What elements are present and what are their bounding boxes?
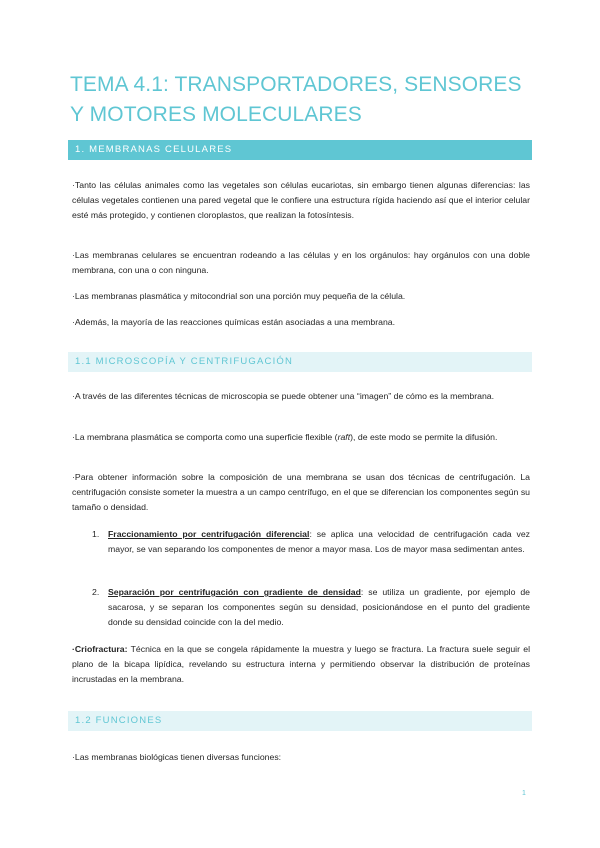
criofractura-text: Técnica en la que se congela rápidamente la muestra y luego se fractura. La fractura suele seguir el plano de la bicapa lipídica, revelando su estructura interna y permitiendo observar la distribución de proteínas incrustadas en la membrana.	[72, 644, 530, 684]
list-number: 2.	[92, 587, 100, 597]
paragraph-eucariotas: ·Tanto las células animales como las vegetales son células eucariotas, sin embargo tienen algunas diferencias: las células vegetales contienen una pared vegetal que le confiere una estructura rígida haciendo así que el interior celular esté más protegido, y contienen cloroplastos, que realizan la fotosíntesis.	[72, 180, 530, 220]
paragraph-funciones: ·Las membranas biológicas tienen diversas funciones:	[72, 752, 282, 762]
section-heading-funciones: 1.2 FUNCIONES	[68, 711, 532, 731]
paragraph-centrifugacion: ·Para obtener información sobre la composición de una membrana se usan dos técnicas de centrifugación. La centrifugación consiste someter la muestra a un campo centrífugo, en el que se diferencian los componentes según su tamaño o densidad.	[72, 472, 530, 512]
raft-text-b: ), de este modo se permite la difusión.	[350, 432, 498, 442]
paragraph-reacciones: ·Además, la mayoría de las reacciones químicas están asociadas a una membrana.	[72, 317, 396, 327]
page-number: 1	[522, 790, 526, 797]
paragraph-criofractura	[72, 642, 530, 687]
paragraph-raft	[72, 430, 530, 445]
raft-text-a: ·La membrana plasmática se comporta como una superficie flexible (	[72, 432, 338, 442]
list-item-term: Fraccionamiento por centrifugación diferencial	[108, 529, 310, 539]
paragraph-porcion: ·Las membranas plasmática y mitocondrial son una porción muy pequeña de la célula.	[72, 291, 406, 301]
list-item-fraccionamiento	[92, 527, 530, 557]
list-number: 1.	[92, 529, 100, 539]
paragraph-membranas-organulos: ·Las membranas celulares se encuentran rodeando a las células y en los orgánulos: hay orgánulos con una doble membrana, con una o con ninguna.	[72, 250, 530, 275]
raft-term: raft	[337, 432, 351, 442]
paragraph-microscopia: ·A través de las diferentes técnicas de microscopia se puede obtener una “imagen” de cómo es la membrana.	[72, 391, 495, 401]
list-item-text: : se aplica una velocidad de centrifugación cada vez mayor, se van separando los componentes de menor a mayor masa. Los de mayor masa sedimentan antes.	[108, 529, 530, 554]
list-item-text: : se utiliza un gradiente, por ejemplo de sacarosa, y se separan los componentes según su densidad, posicionándose en el punto del gradiente donde su densidad coincide con la del medio.	[108, 587, 530, 627]
list-item-term: Separación por centrifugación con gradiente de densidad	[108, 587, 361, 597]
section-heading-membranas: 1. MEMBRANAS CELULARES	[68, 140, 532, 160]
criofractura-term: ·Criofractura:	[72, 644, 128, 654]
section-heading-microscopia: 1.1 MICROSCOPÍA Y CENTRIFUGACIÓN	[68, 352, 532, 372]
list-item-gradiente	[92, 585, 530, 630]
page-title: TEMA 4.1: TRANSPORTADORES, SENSORES Y MOTORES MOLECULARES	[70, 73, 522, 126]
